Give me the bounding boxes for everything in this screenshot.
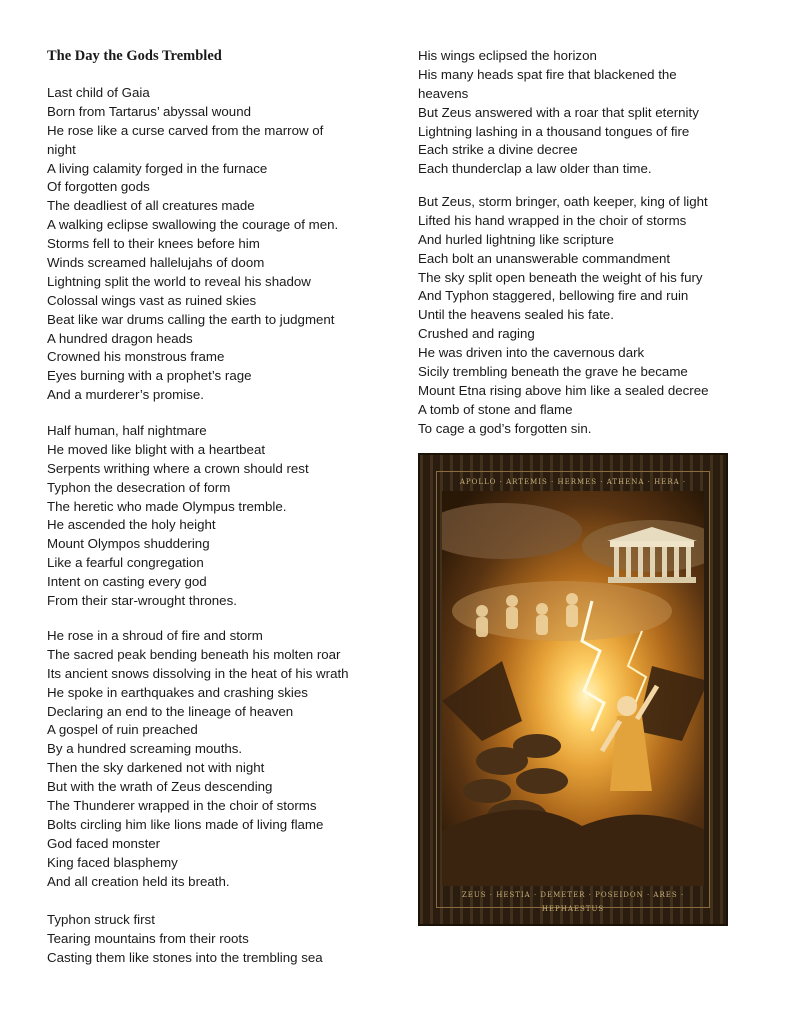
poem-line: He moved like blight with a heartbeat xyxy=(47,441,266,457)
poem-line: Lightning split the world to reveal his shadow xyxy=(47,273,311,289)
stanza-4 xyxy=(47,911,323,968)
poem-line: Lifted his hand wrapped in the choir of storms xyxy=(418,212,687,228)
poem-line: God faced monster xyxy=(47,835,161,851)
poem-line: The heretic who made Olympus tremble. xyxy=(47,498,287,514)
poem-line: But Zeus, storm bringer, oath keeper, king of light xyxy=(418,194,708,209)
poem-line: A tomb of stone and flame xyxy=(418,401,573,417)
poem-line: And Typhon staggered, bellowing fire and ruin xyxy=(418,288,689,304)
poem-line: Born from Tartarus’ abyssal wound xyxy=(47,103,251,119)
poem-line: A hundred dragon heads xyxy=(47,330,193,346)
poem-line: He rose like a curse carved from the marrow of xyxy=(47,122,324,138)
poem-line: Of forgotten gods xyxy=(47,179,150,195)
stanza-6 xyxy=(418,193,708,439)
poem-line: Tearing mountains from their roots xyxy=(47,930,249,946)
poem-line: He was driven into the cavernous dark xyxy=(418,345,645,361)
poem-line: Beat like war drums calling the earth to judgment xyxy=(47,311,335,327)
poem-line: He ascended the holy height xyxy=(47,517,216,533)
poem-line: Crowned his monstrous frame xyxy=(47,349,225,365)
poem-line: Mount Olympos shuddering xyxy=(47,536,210,552)
poem-line: The Thunderer wrapped in the choir of storms xyxy=(47,798,317,814)
painting xyxy=(442,491,704,886)
poem-line: He spoke in earthquakes and crashing skies xyxy=(47,684,308,700)
zeus-typhon-illustration xyxy=(418,453,728,926)
poem-line: Casting them like stones into the trembling sea xyxy=(47,949,323,965)
poem-line: Bolts circling him like lions made of living flame xyxy=(47,816,324,832)
poem-line: Colossal wings vast as ruined skies xyxy=(47,292,257,308)
poem-line: night xyxy=(47,141,76,157)
inscription-bottom: ZEUS · HESTIA · DEMETER · POSEIDON · ARES · HEPHAESTUS xyxy=(461,891,685,913)
inscription-top: APOLLO · ARTEMIS · HERMES · ATHENA · HERA · xyxy=(459,478,687,486)
poem-line: Intent on casting every god xyxy=(47,574,207,590)
poem-line: His many heads spat fire that blackened the xyxy=(418,66,677,82)
poem-line: Each strike a divine decree xyxy=(418,142,578,158)
poem-line: Winds screamed hallelujahs of doom xyxy=(47,255,265,271)
poem-line: A walking eclipse swallowing the courage of men. xyxy=(47,217,339,233)
poem-line: Mount Etna rising above him like a sealed decree xyxy=(418,382,709,398)
zeus-figure-icon xyxy=(602,686,657,791)
poem-line: Until the heavens sealed his fate. xyxy=(418,307,614,323)
poem-line: His wings eclipsed the horizon xyxy=(418,48,597,63)
poem-line: Serpents writhing where a crown should rest xyxy=(47,460,309,476)
poem-line: Lightning lashing in a thousand tongues of fire xyxy=(418,123,690,139)
stanza-1 xyxy=(47,84,338,405)
poem-line: The deadliest of all creatures made xyxy=(47,198,255,214)
poem-line: Typhon the desecration of form xyxy=(47,479,231,495)
poem-line: heavens xyxy=(418,85,469,101)
poem-line: Storms fell to their knees before him xyxy=(47,236,260,252)
poem-line: The sky split open beneath the weight of his fury xyxy=(418,269,703,285)
poem-line: But Zeus answered with a roar that split eternity xyxy=(418,104,699,120)
stanza-5 xyxy=(418,47,699,179)
stanza-3 xyxy=(47,627,349,891)
poem-title: The Day the Gods Trembled xyxy=(47,48,222,64)
poem-line: Then the sky darkened not with night xyxy=(47,760,265,776)
poem-line: To cage a god’s forgotten sin. xyxy=(418,420,592,436)
poem-line: Its ancient snows dissolving in the heat of his wrath xyxy=(47,665,349,681)
poem-line: Declaring an end to the lineage of heaven xyxy=(47,703,294,719)
poem-line: And all creation held its breath. xyxy=(47,873,230,889)
poem-line: Last child of Gaia xyxy=(47,85,150,100)
poem-line: A living calamity forged in the furnace xyxy=(47,160,268,176)
poem-line: He rose in a shroud of fire and storm xyxy=(47,628,263,643)
poem-line: And hurled lightning like scripture xyxy=(418,231,614,247)
poem-line: Like a fearful congregation xyxy=(47,555,204,571)
poem-line: And a murderer’s promise. xyxy=(47,387,204,403)
poem-line: Crushed and raging xyxy=(418,326,535,342)
poem-line: The sacred peak bending beneath his molten roar xyxy=(47,646,341,662)
poem-line: Half human, half nightmare xyxy=(47,423,207,438)
dragon-wings-icon xyxy=(442,661,704,741)
poem-line: From their star-wrought thrones. xyxy=(47,593,237,609)
poem-line: But with the wrath of Zeus descending xyxy=(47,779,273,795)
poem-line: By a hundred screaming mouths. xyxy=(47,741,243,757)
poem-line: King faced blasphemy xyxy=(47,854,178,870)
poem-line: Each thunderclap a law older than time. xyxy=(418,161,652,177)
poem-line: A gospel of ruin preached xyxy=(47,722,198,738)
painting-scene xyxy=(442,491,704,886)
poem-line: Each bolt an unanswerable commandment xyxy=(418,250,671,266)
poem-line: Eyes burning with a prophet’s rage xyxy=(47,368,252,384)
poem-line: Typhon struck first xyxy=(47,912,155,927)
poem-line: Sicily trembling beneath the grave he became xyxy=(418,364,688,380)
stanza-2 xyxy=(47,422,309,611)
